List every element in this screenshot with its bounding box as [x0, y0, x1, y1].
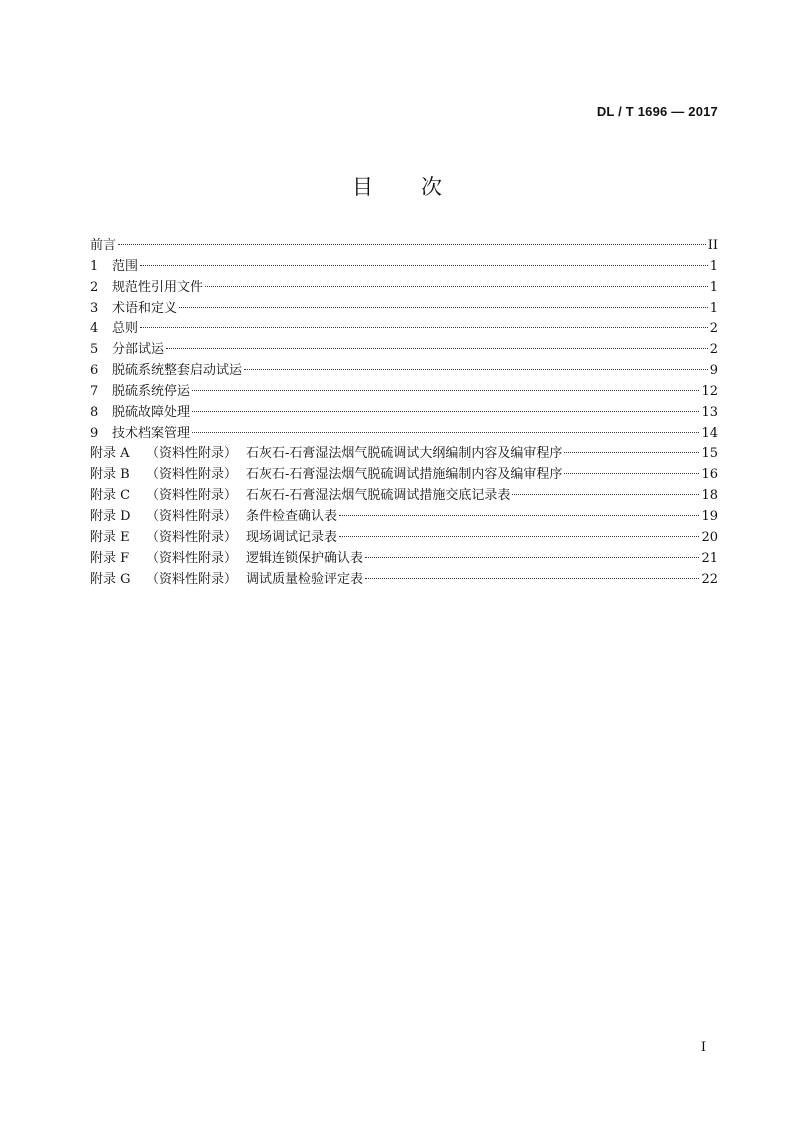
- toc-appendix-d[interactable]: [90, 507, 718, 528]
- toc-dot-leader: [339, 536, 699, 537]
- toc-appendix-b[interactable]: [90, 465, 718, 486]
- toc-entry-number: 9: [90, 425, 99, 441]
- toc-entry-number: 2: [90, 279, 99, 295]
- toc-entry-page: 15: [701, 446, 718, 462]
- toc-dot-leader: [140, 327, 708, 328]
- appendix-type: （资料性附录）: [146, 446, 238, 462]
- toc-entry-number: 1: [90, 258, 99, 274]
- toc-entry-5[interactable]: [90, 340, 718, 361]
- toc-dot-leader: [339, 515, 699, 516]
- toc-entry-number: 7: [90, 383, 99, 399]
- toc-entry-7[interactable]: [90, 382, 718, 403]
- toc-dot-leader: [564, 452, 699, 453]
- appendix-label: 附录 E: [90, 529, 130, 545]
- toc-entry-title: 术语和定义: [112, 300, 178, 316]
- appendix-type: （资料性附录）: [146, 488, 238, 504]
- toc-entry-title: 范围: [112, 258, 139, 274]
- toc-dot-leader: [166, 348, 708, 349]
- page-title-left: 目: [352, 175, 373, 199]
- toc-dot-leader: [192, 390, 699, 391]
- page-number: I: [700, 1040, 706, 1055]
- toc-appendix-g[interactable]: [90, 570, 718, 591]
- toc-entry-page: 16: [701, 467, 718, 483]
- toc-appendix-e[interactable]: [90, 528, 718, 549]
- page-title: [0, 171, 794, 201]
- appendix-label: 附录 A: [90, 446, 130, 462]
- toc-entry-number: 4: [90, 321, 99, 337]
- appendix-label: 附录 D: [90, 508, 131, 524]
- toc-entry-6[interactable]: [90, 361, 718, 382]
- toc-dot-leader: [365, 557, 699, 558]
- toc-entry-3[interactable]: [90, 299, 718, 320]
- toc-appendix-c[interactable]: [90, 486, 718, 507]
- toc-entry-title: 分部试运: [112, 342, 165, 358]
- toc-entry-page: 1: [709, 300, 718, 316]
- toc-entry-title: 规范性引用文件: [112, 279, 204, 295]
- appendix-label: 附录 B: [90, 467, 130, 483]
- appendix-title: 逻辑连锁保护确认表: [246, 550, 364, 566]
- toc-entry-page: 22: [701, 571, 718, 587]
- toc-entry-title: 总则: [112, 321, 139, 337]
- table-of-contents: [90, 236, 718, 590]
- toc-dot-leader: [192, 432, 699, 433]
- toc-entry-page: 12: [701, 383, 718, 399]
- toc-entry-9[interactable]: [90, 424, 718, 445]
- toc-entry-1[interactable]: [90, 257, 718, 278]
- toc-entry-page: 13: [701, 404, 718, 420]
- toc-entry-page: 2: [709, 342, 718, 358]
- toc-dot-leader: [192, 411, 699, 412]
- page-title-right: 次: [421, 175, 442, 199]
- appendix-type: （资料性附录）: [146, 529, 238, 545]
- appendix-title: 石灰石-石膏湿法烟气脱硫调试措施交底记录表: [246, 488, 511, 504]
- toc-entry-page: 9: [709, 363, 718, 379]
- toc-entry-foreword[interactable]: [90, 236, 718, 257]
- toc-appendix-a[interactable]: [90, 444, 718, 465]
- appendix-label: 附录 C: [90, 488, 131, 504]
- appendix-title: 现场调试记录表: [246, 529, 338, 545]
- toc-entry-page: II: [707, 238, 718, 253]
- toc-entry-page: 1: [709, 279, 718, 295]
- toc-dot-leader: [564, 473, 699, 474]
- appendix-type: （资料性附录）: [146, 467, 238, 483]
- toc-entry-title: 脱硫系统停运: [112, 383, 191, 399]
- toc-dot-leader: [179, 307, 708, 308]
- standard-code: DL / T 1696 — 2017: [596, 104, 718, 119]
- toc-entry-page: 21: [701, 550, 718, 566]
- appendix-title: 调试质量检验评定表: [246, 571, 364, 587]
- toc-appendix-f[interactable]: [90, 549, 718, 570]
- toc-dot-leader: [244, 369, 708, 370]
- appendix-title: 石灰石-石膏湿法烟气脱硫调试大纲编制内容及编审程序: [246, 446, 563, 462]
- appendix-label: 附录 G: [90, 571, 131, 587]
- toc-entry-page: 14: [701, 425, 718, 441]
- appendix-title: 石灰石-石膏湿法烟气脱硫调试措施编制内容及编审程序: [246, 467, 563, 483]
- appendix-type: （资料性附录）: [146, 571, 238, 587]
- toc-entry-title: 前言: [90, 238, 117, 253]
- toc-entry-2[interactable]: [90, 278, 718, 299]
- toc-entry-title: 脱硫系统整套启动试运: [112, 363, 243, 379]
- toc-entry-page: 19: [701, 508, 718, 524]
- toc-entry-title: 脱硫故障处理: [112, 404, 191, 420]
- toc-entry-8[interactable]: [90, 403, 718, 424]
- appendix-label: 附录 F: [90, 550, 130, 566]
- appendix-type: （资料性附录）: [146, 508, 238, 524]
- toc-entry-page: 1: [709, 258, 718, 274]
- toc-dot-leader: [512, 494, 699, 495]
- toc-entry-page: 18: [701, 488, 718, 504]
- toc-entry-number: 3: [90, 300, 99, 316]
- toc-entry-page: 20: [701, 529, 718, 545]
- toc-dot-leader: [118, 244, 706, 245]
- toc-dot-leader: [365, 578, 699, 579]
- toc-entry-title: 技术档案管理: [112, 425, 191, 441]
- toc-dot-leader: [205, 286, 708, 287]
- appendix-title: 条件检查确认表: [246, 508, 338, 524]
- toc-entry-page: 2: [709, 321, 718, 337]
- toc-dot-leader: [140, 265, 708, 266]
- toc-entry-number: 5: [90, 342, 99, 358]
- toc-entry-number: 6: [90, 363, 99, 379]
- toc-entry-number: 8: [90, 404, 99, 420]
- appendix-type: （资料性附录）: [146, 550, 238, 566]
- toc-entry-4[interactable]: [90, 319, 718, 340]
